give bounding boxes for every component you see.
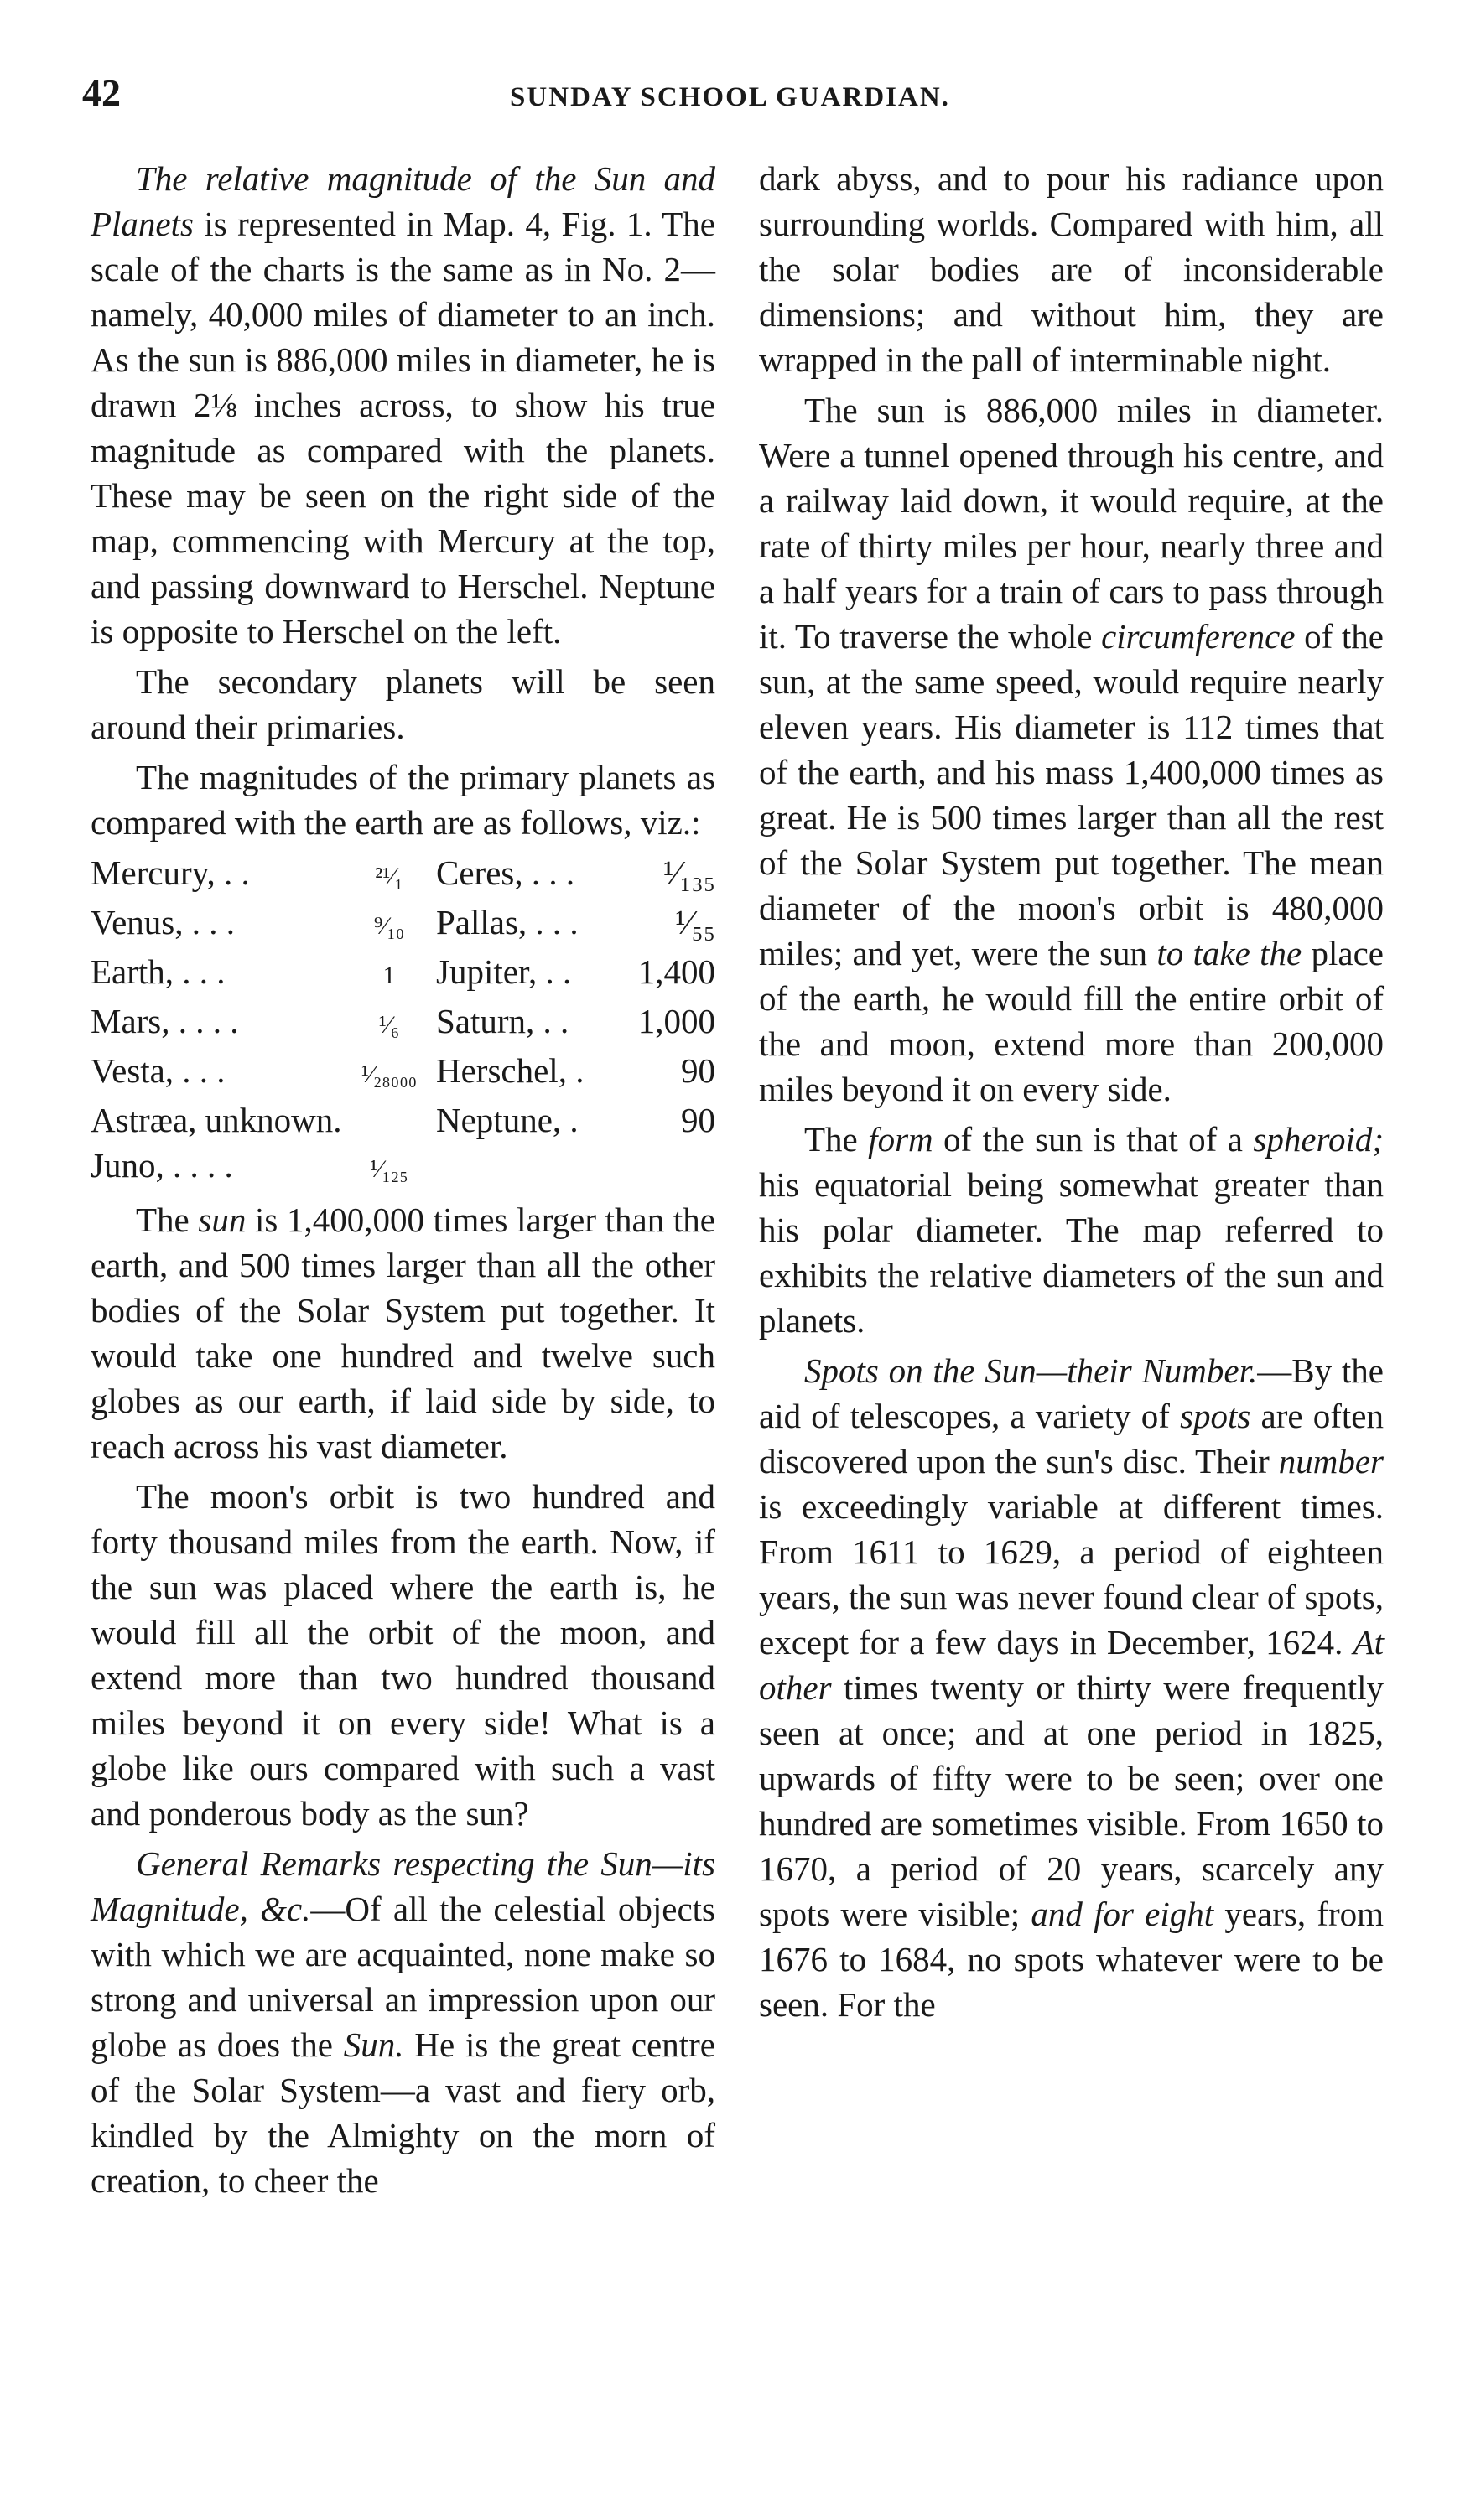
planet-name: Saturn, . . (436, 1002, 569, 1040)
planet-name: Herschel, . (436, 1051, 585, 1090)
planet-name: Venus, . . . (91, 903, 235, 941)
paragraph-sun-spots (759, 1348, 1384, 2027)
table-row (91, 850, 715, 900)
planet-name: Vesta, . . . (91, 1051, 226, 1090)
planet-magnitude: 90 (681, 1051, 715, 1090)
paragraph-secondary-planets: The secondary planets will be seen around their primaries. (91, 662, 715, 746)
italic-run: spots (1180, 1397, 1251, 1435)
running-head: SUNDAY SCHOOL GUARDIAN. (510, 82, 950, 112)
planet-magnitude: ²¹⁄₁ (375, 863, 403, 890)
planet-magnitude (351, 1097, 428, 1143)
text-run: is 1,400,000 times larger than the earth, and 500 times larger than all the other bodies of the Solar System put together. It would take one hundred and twelve such globes as our earth, if laid side by side, to reach across his vast diameter. (91, 1200, 715, 1465)
text-run: The sun is 886,000 miles in diameter. Were a tunnel opened through his centre, and a railway laid down, it would require, at the rate of thirty miles per hour, nearly three and a half years for a train of cars to pass through it. To traverse the whole (759, 391, 1384, 656)
text-run: is exceedingly variable at different times. From 1611 to 1629, a period of eighteen years, the sun was never found clear of spots, except for a few days in December, 1624. (759, 1487, 1384, 1662)
planet-magnitude-table (91, 850, 715, 1192)
planet-name: Jupiter, . . (436, 952, 572, 991)
planet-magnitude: ¹⁄₁₂₅ (370, 1155, 408, 1183)
text-run: years, from 1676 to 1684, no spots whatever were to be seen. For the (759, 1895, 1384, 2024)
planet-name: Juno, . . . . (91, 1146, 233, 1185)
planet-magnitude: ¹⁄₁₃₅ (662, 853, 715, 892)
paragraph-sun-size (91, 1197, 715, 1469)
italic-run: circumference (1101, 617, 1296, 656)
planet-magnitude: 1 (382, 962, 396, 989)
italic-run: to take the (1156, 934, 1302, 972)
text-run: of the sun is that of a (933, 1120, 1254, 1159)
left-column (91, 156, 715, 2208)
planet-magnitude: ¹⁄₂₈₀₀₀ (361, 1060, 418, 1088)
page-number: 42 (82, 71, 121, 114)
text-run: —Of all the celestial objects with which we are acquainted, none make so strong and universal an impression upon our globe as does the (91, 1890, 715, 2064)
planet-name: Ceres, . . . (436, 853, 575, 892)
planet-magnitude: 1,000 (637, 1002, 715, 1040)
italic-run: and for eight (1031, 1895, 1214, 1933)
text-run: of the sun, at the same speed, would require nearly eleven years. His diameter is 112 times that of the earth, and his mass 1,400,000 times as great. He is 500 times larger than all the rest of the Solar System put together. The mean diameter of the moon's orbit is 480,000 miles; and yet, were the sun (759, 617, 1384, 972)
planet-magnitude-table-body (91, 850, 715, 1192)
italic-run: At other (759, 1623, 1384, 1707)
paragraph-text: is represented in Map. 4, Fig. 1. The scale of the charts is the same as in No. 2—namely, 40,000 miles of diameter to an inch. As the sun is 886,000 miles in diameter, he is drawn 2⅛ inches across, to show his true magnitude as compared with the planets. These may be seen on the right side of the map, commencing with Mercury at the top, and passing downward to Herschel. Neptune is opposite to Herschel on the left. (91, 205, 715, 651)
table-row (91, 1048, 715, 1097)
planet-magnitude: ¹⁄₆ (378, 1011, 400, 1039)
italic-run: Sun. (343, 2025, 404, 2064)
text-run: his equatorial being somewhat greater than his polar diameter. The map referred to exhibits the relative diameters of the sun and planets. (759, 1165, 1384, 1340)
italic-run: spheroid; (1253, 1120, 1384, 1159)
paragraph-sun-diameter (759, 387, 1384, 1112)
right-column (759, 156, 1384, 2032)
planet-name: Neptune, . (436, 1101, 579, 1139)
text-run: are often discovered upon the sun's disc. Their (759, 1397, 1384, 1480)
italic-run: number (1278, 1442, 1384, 1480)
planet-name: Earth, . . . (91, 952, 226, 991)
table-row (91, 1097, 715, 1143)
table-row (91, 1143, 715, 1192)
text-run: place of the earth, he would fill the entire orbit of the and moon, extend more than 200,000 miles beyond it on every side. (759, 934, 1384, 1108)
paragraph-title: General Remarks respecting the Sun—its Magnitude, &c. (91, 1844, 715, 1928)
planet-name: Pallas, . . . (436, 903, 579, 941)
paragraph-magnitudes-intro: The magnitudes of the primary planets as compared with the earth are as follows, viz.: (91, 758, 715, 842)
italic-run: form (868, 1120, 933, 1159)
text-run: The (804, 1120, 869, 1159)
planet-name (428, 1143, 590, 1192)
planet-magnitude: 1,400 (637, 952, 715, 991)
planet-name: Astræa, unknown. (91, 1101, 342, 1139)
italic-run: sun (198, 1200, 247, 1239)
paragraph-general-remarks (91, 1841, 715, 2203)
text-run: The (136, 1200, 199, 1239)
paragraph-title: The relative magnitude of the Sun and Planets (91, 159, 715, 243)
table-row (91, 949, 715, 998)
planet-magnitude (590, 1143, 715, 1192)
paragraph-continued: dark abyss, and to pour his radiance upon surrounding worlds. Compared with him, all the solar bodies are of inconsiderable dimensions; and without him, they are wrapped in the pall of interminable night. (759, 159, 1384, 379)
text-run: —By the aid of telescopes, a variety of (759, 1351, 1384, 1435)
planet-name: Mercury, . . (91, 853, 250, 892)
planet-magnitude: 90 (681, 1101, 715, 1139)
paragraph-relative-magnitude (91, 156, 715, 654)
table-row (91, 998, 715, 1048)
paragraph-title: Spots on the Sun—their Number. (804, 1351, 1258, 1390)
planet-magnitude: ¹⁄₅₅ (675, 903, 715, 941)
planet-magnitude: ⁹⁄₁₀ (373, 912, 405, 940)
paragraph-sun-form (759, 1117, 1384, 1343)
text-run: He is the great centre of the Solar System—a vast and fiery orb, kindled by the Almighty on the morn of creation, to cheer the (91, 2025, 715, 2200)
paragraph-moon-orbit: The moon's orbit is two hundred and forty thousand miles from the earth. Now, if the sun was placed where the earth is, he would fill all the orbit of the moon, and extend more than two hundred thousand miles beyond it on every side! What is a globe like ours compared with such a vast and ponderous body as the sun? (91, 1477, 715, 1833)
planet-name: Mars, . . . . (91, 1002, 239, 1040)
text-run: times twenty or thirty were frequently seen at once; and at one period in 1825, upwards of fifty were to be seen; over one hundred are sometimes visible. From 1650 to 1670, a period of 20 years, scarcely any spots were visible; (759, 1668, 1384, 1933)
table-row (91, 900, 715, 949)
